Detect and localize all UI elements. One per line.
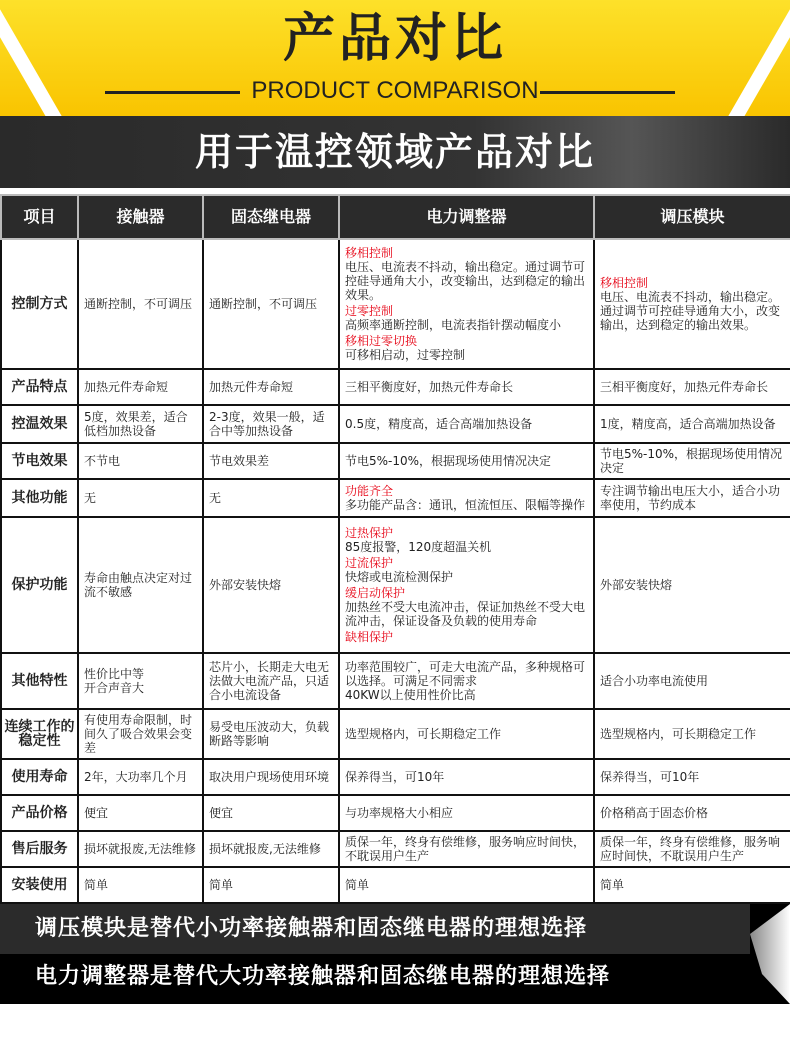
page-subtitle: PRODUCT COMPARISON xyxy=(251,77,539,104)
column-header: 项目 xyxy=(1,195,78,239)
cell-text: 1度，精度高，适合高端加热设备 xyxy=(600,417,776,431)
row-label: 连续工作的稳定性 xyxy=(1,709,78,759)
table-cell xyxy=(78,405,203,443)
table-cell xyxy=(78,709,203,759)
cell-text: 价格稍高于固态价格 xyxy=(600,806,709,820)
table-cell xyxy=(203,517,339,653)
cell-text: 快熔或电流检测保护 xyxy=(345,570,454,584)
cell-text: 易受电压波动大，负载断路等影响 xyxy=(209,720,330,748)
table-cell xyxy=(594,405,790,443)
cell-text: 无 xyxy=(84,491,97,505)
table-cell xyxy=(594,239,790,369)
cell-text: 可移相启动，过零控制 xyxy=(345,348,466,362)
cell-text: 通断控制，不可调压 xyxy=(84,297,193,311)
table-row xyxy=(1,653,790,709)
footer-line-2: 电力调整器是替代大功率接触器和固态继电器的理想选择 xyxy=(35,964,611,989)
table-cell xyxy=(78,759,203,795)
table-cell xyxy=(203,795,339,831)
cell-text: 节电5%-10%，根据现场使用情况决定 xyxy=(345,454,552,468)
cell-text: 2年，大功率几个月 xyxy=(84,770,188,784)
row-label: 产品特点 xyxy=(1,369,78,405)
table-cell xyxy=(78,443,203,479)
feature-heading: 功能齐全 xyxy=(345,484,394,498)
cell-text: 电压、电流表不抖动，输出稳定。通过调节可控硅导通角大小，改变输出，达到稳定的输出效果。 xyxy=(600,290,781,332)
cell-text: 与功率规格大小相应 xyxy=(345,806,454,820)
cell-text: 适合小功率电流使用 xyxy=(600,674,709,688)
cell-text: 加热元件寿命短 xyxy=(84,380,169,394)
cell-text: 节电效果差 xyxy=(209,454,270,468)
cell-text: 高频率通断控制，电流表指针摆动幅度小 xyxy=(345,318,562,332)
feature-heading: 移相过零切换 xyxy=(345,334,418,348)
arrow-decoration xyxy=(750,904,790,1004)
cell-text: 选型规格内，可长期稳定工作 xyxy=(345,727,502,741)
cell-text: 质保一年，终身有偿维修，服务响应时间快，不耽误用户生产 xyxy=(345,835,586,863)
table-cell xyxy=(78,369,203,405)
cell-text: 损坏就报废,无法维修 xyxy=(84,842,196,856)
cell-text: 寿命由触点决定对过流不敏感 xyxy=(84,571,193,599)
table-row xyxy=(1,831,790,867)
row-label: 安装使用 xyxy=(1,867,78,903)
table-row xyxy=(1,795,790,831)
table-cell xyxy=(203,479,339,517)
cell-text: 三相平衡度好，加热元件寿命长 xyxy=(600,380,769,394)
cell-text: 通断控制，不可调压 xyxy=(209,297,318,311)
cell-text: 专注调节输出电压大小，适合小功率使用，节约成本 xyxy=(600,484,781,512)
table-row xyxy=(1,369,790,405)
table-cell xyxy=(78,653,203,709)
cell-text: 简单 xyxy=(84,878,109,892)
table-cell xyxy=(594,831,790,867)
row-label: 控温效果 xyxy=(1,405,78,443)
table-header xyxy=(1,195,790,239)
table-cell xyxy=(78,867,203,903)
column-header: 调压模块 xyxy=(594,195,790,239)
cell-text: 0.5度，精度高，适合高端加热设备 xyxy=(345,417,533,431)
table-cell xyxy=(203,405,339,443)
table-cell xyxy=(339,517,594,653)
feature-heading: 移相控制 xyxy=(600,276,649,290)
table-row xyxy=(1,759,790,795)
table-cell xyxy=(339,867,594,903)
table-row xyxy=(1,479,790,517)
cell-text: 不节电 xyxy=(84,454,121,468)
divider xyxy=(540,91,675,94)
table-cell xyxy=(594,517,790,653)
row-label: 控制方式 xyxy=(1,239,78,369)
row-label: 保护功能 xyxy=(1,517,78,653)
feature-heading: 过流保护 xyxy=(345,556,394,570)
cell-text: 便宜 xyxy=(84,806,109,820)
feature-heading: 过零控制 xyxy=(345,304,394,318)
table-row xyxy=(1,867,790,903)
table-cell xyxy=(203,709,339,759)
table-cell xyxy=(203,369,339,405)
table-cell xyxy=(203,759,339,795)
cell-text: 性价比中等 开合声音大 xyxy=(84,667,145,695)
table-cell xyxy=(339,239,594,369)
cell-text: 多功能产品含：通讯，恒流恒压、限幅等操作 xyxy=(345,498,586,512)
cell-text: 取决用户现场使用环境 xyxy=(209,770,330,784)
column-header: 固态继电器 xyxy=(203,195,339,239)
table-cell xyxy=(339,369,594,405)
footer-banner xyxy=(0,904,790,1004)
row-label: 其他特性 xyxy=(1,653,78,709)
table-cell xyxy=(78,831,203,867)
page-title: 产品对比 xyxy=(282,9,507,69)
table-row xyxy=(1,405,790,443)
table-cell xyxy=(594,479,790,517)
table-cell xyxy=(203,443,339,479)
table-cell xyxy=(594,795,790,831)
row-label: 其他功能 xyxy=(1,479,78,517)
table-cell xyxy=(339,653,594,709)
table-cell xyxy=(78,479,203,517)
table-cell xyxy=(203,831,339,867)
cell-text: 5度，效果差，适合低档加热设备 xyxy=(84,410,188,438)
cell-text: 便宜 xyxy=(209,806,234,820)
table-cell xyxy=(594,653,790,709)
table-cell xyxy=(78,239,203,369)
cell-text: 简单 xyxy=(345,878,370,892)
table-row xyxy=(1,239,790,369)
cell-text: 有使用寿命限制，时间久了吸合效果会变差 xyxy=(84,713,193,755)
table-cell xyxy=(339,405,594,443)
footer-line-1: 调压模块是替代小功率接触器和固态继电器的理想选择 xyxy=(35,916,588,941)
table-cell xyxy=(339,709,594,759)
cell-text: 芯片小，长期走大电无法做大电流产品，只适合小电流设备 xyxy=(209,660,330,702)
table-cell xyxy=(594,369,790,405)
row-label: 产品价格 xyxy=(1,795,78,831)
cell-text: 电压、电流表不抖动，输出稳定。通过调节可控硅导通角大小，改变输出，达到稳定的输出效果。 xyxy=(345,260,586,302)
table-cell xyxy=(78,517,203,653)
column-header: 接触器 xyxy=(78,195,203,239)
row-label: 售后服务 xyxy=(1,831,78,867)
row-label: 使用寿命 xyxy=(1,759,78,795)
cell-text: 功率范围较广，可走大电流产品，多种规格可以选择。可满足不同需求 40KW以上使用性价比高 xyxy=(345,660,586,702)
table-cell xyxy=(203,239,339,369)
feature-heading: 过热保护 xyxy=(345,526,394,540)
cell-text: 2-3度，效果一般，适合中等加热设备 xyxy=(209,410,325,438)
feature-heading: 移相控制 xyxy=(345,246,394,260)
cell-text: 85度报警，120度超温关机 xyxy=(345,540,492,554)
table-cell xyxy=(203,867,339,903)
table-cell xyxy=(594,443,790,479)
table-cell xyxy=(203,653,339,709)
hero-banner xyxy=(0,0,790,116)
table-row xyxy=(1,709,790,759)
cell-text: 保养得当，可10年 xyxy=(600,770,700,784)
table-cell xyxy=(339,443,594,479)
column-header: 电力调整器 xyxy=(339,195,594,239)
table-row xyxy=(1,517,790,653)
comparison-table xyxy=(0,194,790,904)
table-row xyxy=(1,443,790,479)
cell-text: 损坏就报废,无法维修 xyxy=(209,842,321,856)
cell-text: 外部安装快熔 xyxy=(600,578,673,592)
table-cell xyxy=(339,479,594,517)
table-cell xyxy=(339,795,594,831)
cell-text: 节电5%-10%，根据现场使用情况决定 xyxy=(600,447,783,475)
cell-text: 简单 xyxy=(600,878,625,892)
row-label: 节电效果 xyxy=(1,443,78,479)
cell-text: 保养得当，可10年 xyxy=(345,770,445,784)
table-cell xyxy=(594,759,790,795)
table-cell xyxy=(78,795,203,831)
cell-text: 外部安装快熔 xyxy=(209,578,282,592)
feature-heading: 缺相保护 xyxy=(345,630,394,644)
table-cell xyxy=(594,867,790,903)
table-cell xyxy=(339,831,594,867)
section-title: 用于温控领域产品对比 xyxy=(0,116,790,188)
table-cell xyxy=(594,709,790,759)
cell-text: 加热丝不受大电流冲击，保证加热丝不受大电流冲击，保证设备及负载的使用寿命 xyxy=(345,600,586,628)
feature-heading: 缓启动保护 xyxy=(345,586,406,600)
cell-text: 简单 xyxy=(209,878,234,892)
cell-text: 质保一年，终身有偿维修，服务响应时间快，不耽误用户生产 xyxy=(600,835,781,863)
cell-text: 加热元件寿命短 xyxy=(209,380,294,394)
table-cell xyxy=(339,759,594,795)
cell-text: 无 xyxy=(209,491,222,505)
cell-text: 选型规格内，可长期稳定工作 xyxy=(600,727,757,741)
cell-text: 三相平衡度好，加热元件寿命长 xyxy=(345,380,514,394)
